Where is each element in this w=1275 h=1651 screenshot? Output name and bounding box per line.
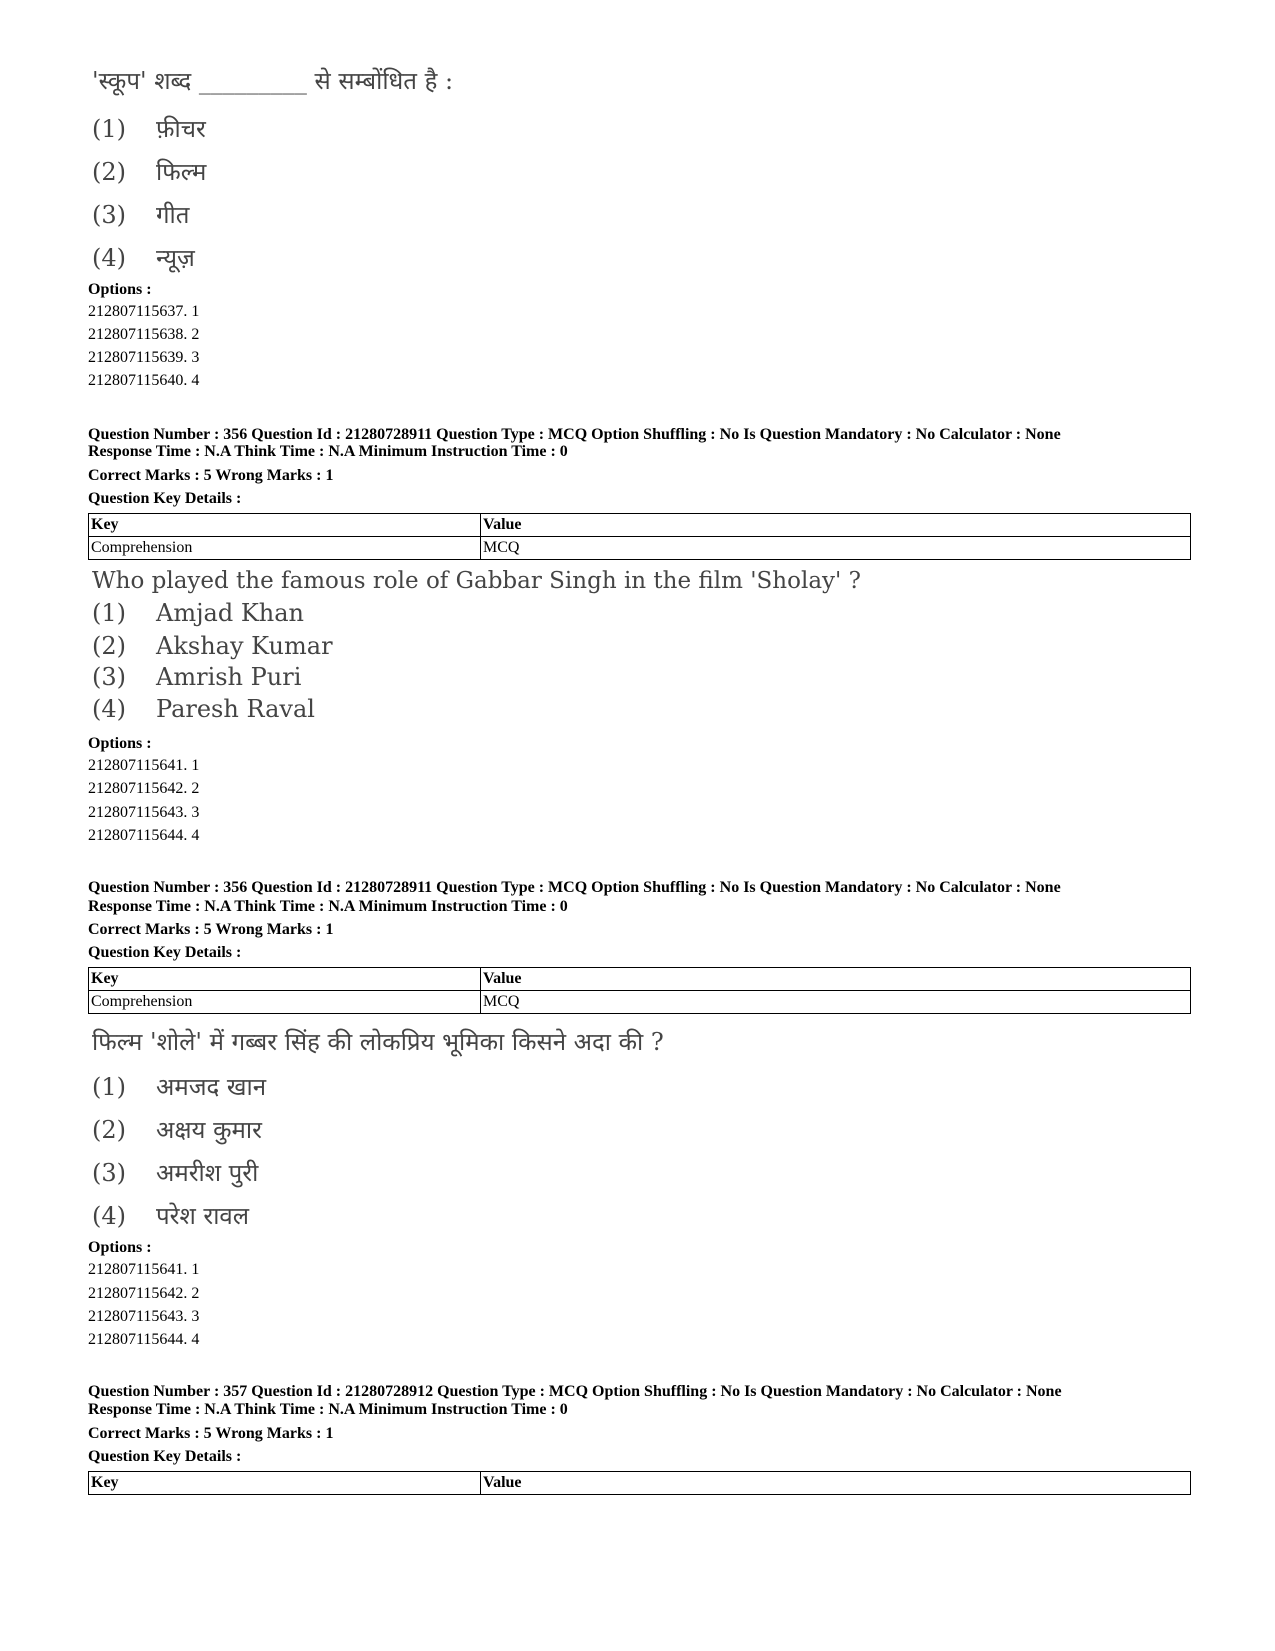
table-row	[89, 991, 1191, 1014]
question-option	[92, 632, 333, 660]
question-option	[92, 155, 206, 188]
option-id: 212807115641. 1	[88, 757, 200, 774]
option-id: 212807115643. 3	[88, 804, 200, 821]
options-label: Options :	[88, 1239, 152, 1256]
option-text: परेश रावल	[156, 1202, 250, 1230]
table-row	[89, 537, 1191, 560]
table-cell: Comprehension	[89, 991, 481, 1014]
option-text: न्यूज़	[156, 244, 195, 272]
option-text: Akshay Kumar	[156, 632, 333, 660]
key-details-table	[88, 967, 1191, 1014]
option-number: (2)	[92, 632, 126, 660]
question-stem: Who played the famous role of Gabbar Singh in the film 'Sholay' ?	[92, 568, 861, 594]
option-number: (1)	[92, 1073, 126, 1101]
table-cell: Comprehension	[89, 537, 481, 560]
question-option	[92, 112, 206, 145]
option-text: Amrish Puri	[156, 663, 302, 691]
option-id: 212807115638. 2	[88, 326, 200, 343]
options-label: Options :	[88, 735, 152, 752]
option-text: अमजद खान	[156, 1073, 267, 1101]
table-header-cell: Value	[481, 514, 1191, 537]
table-header-row	[89, 514, 1191, 537]
marks-line: Correct Marks : 5 Wrong Marks : 1	[88, 1425, 334, 1442]
option-id: 212807115644. 4	[88, 827, 200, 844]
marks-line: Correct Marks : 5 Wrong Marks : 1	[88, 467, 334, 484]
option-id: 212807115641. 1	[88, 1261, 200, 1278]
question-option	[92, 695, 315, 723]
question-option	[92, 1070, 266, 1103]
option-id: 212807115642. 2	[88, 1285, 200, 1302]
option-text: गीत	[156, 201, 190, 229]
option-id: 212807115642. 2	[88, 780, 200, 797]
question-option	[92, 599, 304, 627]
option-number: (4)	[92, 695, 126, 723]
key-details-heading: Question Key Details :	[88, 490, 242, 507]
option-number: (3)	[92, 1159, 126, 1187]
option-id: 212807115640. 4	[88, 372, 200, 389]
question-stem: फिल्म 'शोले' में गब्बर सिंह की लोकप्रिय भूमिका किसने अदा की ?	[92, 1028, 664, 1056]
table-cell: MCQ	[481, 991, 1191, 1014]
question-option	[92, 198, 189, 231]
question-meta-line: Response Time : N.A Think Time : N.A Minimum Instruction Time : 0	[88, 898, 568, 915]
option-text: फ़ीचर	[156, 115, 206, 143]
question-option	[92, 1199, 249, 1232]
question-option	[92, 241, 195, 274]
key-details-heading: Question Key Details :	[88, 1448, 242, 1465]
option-text: Paresh Raval	[156, 695, 315, 723]
question-meta-line: Response Time : N.A Think Time : N.A Minimum Instruction Time : 0	[88, 1401, 568, 1418]
table-header-cell: Key	[89, 968, 481, 991]
option-text: फिल्म	[156, 158, 207, 186]
option-id: 212807115637. 1	[88, 303, 200, 320]
option-number: (2)	[92, 158, 126, 186]
option-number: (4)	[92, 244, 126, 272]
question-option	[92, 1156, 258, 1189]
option-id: 212807115643. 3	[88, 1308, 200, 1325]
option-number: (3)	[92, 663, 126, 691]
option-text: अक्षय कुमार	[156, 1116, 262, 1144]
question-option	[92, 1113, 262, 1146]
key-details-table	[88, 1471, 1191, 1495]
option-number: (1)	[92, 599, 126, 627]
question-meta-line: Response Time : N.A Think Time : N.A Minimum Instruction Time : 0	[88, 443, 568, 460]
option-number: (3)	[92, 201, 126, 229]
question-meta-line: Question Number : 356 Question Id : 21280728911 Question Type : MCQ Option Shuffling : No Is Question Mandatory : No Calculator : None	[88, 426, 1061, 443]
table-header-cell: Value	[481, 968, 1191, 991]
table-header-cell: Key	[89, 514, 481, 537]
options-label: Options :	[88, 281, 152, 298]
option-text: Amjad Khan	[156, 599, 304, 627]
table-header-cell: Value	[481, 1472, 1191, 1495]
question-meta-line: Question Number : 356 Question Id : 21280728911 Question Type : MCQ Option Shuffling : No Is Question Mandatory : No Calculator : None	[88, 879, 1061, 896]
marks-line: Correct Marks : 5 Wrong Marks : 1	[88, 921, 334, 938]
question-option	[92, 663, 301, 691]
option-id: 212807115639. 3	[88, 349, 200, 366]
table-header-cell: Key	[89, 1472, 481, 1495]
key-details-heading: Question Key Details :	[88, 944, 242, 961]
key-details-table	[88, 513, 1191, 560]
table-header-row	[89, 968, 1191, 991]
question-meta-line: Question Number : 357 Question Id : 21280728912 Question Type : MCQ Option Shuffling : No Is Question Mandatory : No Calculator : None	[88, 1383, 1062, 1400]
option-number: (4)	[92, 1202, 126, 1230]
question-stem: 'स्कूप' शब्द _________ से सम्बोंधित है :	[92, 67, 454, 95]
option-id: 212807115644. 4	[88, 1331, 200, 1348]
option-number: (1)	[92, 115, 126, 143]
table-header-row	[89, 1472, 1191, 1495]
table-cell: MCQ	[481, 537, 1191, 560]
option-number: (2)	[92, 1116, 126, 1144]
option-text: अमरीश पुरी	[156, 1159, 259, 1187]
